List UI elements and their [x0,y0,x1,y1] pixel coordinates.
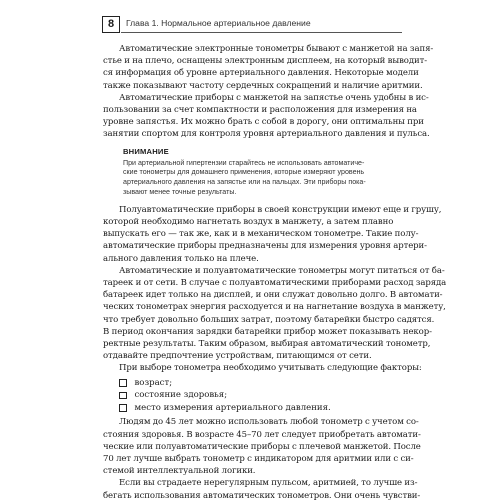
paragraph-arrhythmia [103,477,421,501]
text-line: Автоматические приборы с манжетой на запястье очень удобны в ис- [119,92,429,103]
text-line: Если вы страдаете нерегулярным пульсом, аритмией, то лучше из- [119,478,418,489]
note-title: ВНИМАНИЕ [123,146,169,156]
attention-note [123,147,385,198]
text-line: При выборе тонометра необходимо учитывать следующие факторы: [119,363,422,374]
text-line: уровне запястья. Их можно брать с собой в дорогу, они оптимальны при [103,117,424,128]
list-item-text: место измерения артериального давления. [134,402,331,413]
note-line: При артериальной гипертензии старайтесь не использовать автоматиче- [123,158,365,167]
text-line: Автоматические электронные тонометры бывают с манжетой на запя- [119,44,434,54]
page-header [102,16,402,32]
running-title: Глава 1. Нормальное артериальное давление [126,18,311,28]
text-line: ректные результаты. Таким образом, выбирая автоматический тонометр, [103,339,431,350]
text-line: бегать использования автоматических тонометров. Они очень чувстви- [103,490,421,501]
paragraph-age-recommendations [103,416,421,477]
text-line: стемой интеллектуальной логики. [103,466,256,477]
text-line: отдавайте предпочтение устройствам, питающимся от сети. [103,351,372,362]
text-line: также показывают частоту сердечных сокращений и наличие аритмии. [103,80,423,91]
factors-list [103,377,400,415]
text-line: выпускать его — так же, как и в механическом тонометре. Такие полу- [103,229,419,240]
text-line: Людям до 45 лет можно использовать любой тонометр с учетом со- [119,417,419,428]
text-line: пользовании за счет компактности и расположения для измерения на [103,105,417,116]
note-line: артериального давления на запястье или на пальцах. Эти приборы пока- [123,178,366,187]
paragraph-semiautomatic [103,204,442,265]
list-item-text: состояние здоровья; [134,390,228,401]
text-line: ческие или полуавтоматические приборы с плечевой манжетой. После [103,441,421,452]
list-item-text: возраст; [134,377,173,388]
text-line: В период окончания зарядки батарейки прибор может показывать некор- [103,326,432,337]
text-line: 70 лет лучше выбрать тонометр с индикатором для аритмии или с си- [103,454,414,465]
checkbox-bullet-icon [119,404,127,412]
note-text [123,159,385,198]
list-item [103,402,400,415]
paragraph-selection-factors [103,362,422,374]
text-line: стояния здоровья. В возрасте 45–70 лет следует приобретать автомати- [103,429,421,440]
paragraph-electronic-tonometers [103,43,434,92]
text-line: ческих тонометрах энергия расходуется и на нагнетание воздуха в манжету, [103,302,446,313]
checkbox-bullet-icon [119,392,127,400]
page-number: 8 [102,16,120,33]
paragraph-wrist-devices [103,92,430,141]
note-line: ские тонометры для домашнего применения, которые измеряют уровень [123,168,365,177]
text-line: Полуавтоматические приборы в своей конструкции имеют еще и грушу, [119,204,442,215]
text-line: которой необходимо нагнетать воздух в манжету, а затем плавно [103,217,394,228]
text-line: ального давления только на плече. [103,253,259,264]
page-body [103,43,447,502]
text-line: тареек и от сети. В случае с полуавтоматическими приборами расход заряда [103,278,447,289]
checkbox-bullet-icon [119,379,127,387]
text-line: ся информация об уровне артериального давления. Некоторые модели [103,68,419,79]
text-line: батареек идет только на дисплей, и они служат довольно долго. В автомати- [103,290,443,301]
text-line: стье и на плечо, оснащены электронным дисплеем, на который выводит- [103,56,428,67]
header-divider [121,32,402,33]
list-item [103,389,400,402]
paragraph-power-supply [103,265,447,363]
text-line: что требует довольно больших затрат, поэтому батарейки быстро садятся. [103,314,435,325]
text-line: автоматические приборы предназначены для измерения уровня артери- [103,241,427,252]
note-line: зывают менее точные результаты. [123,188,237,197]
text-line: Автоматические и полуавтоматические тонометры могут питаться от ба- [119,265,445,276]
text-line: занятии спортом для контроля уровня артериального давления и пульса. [103,129,430,140]
list-item [103,377,400,390]
